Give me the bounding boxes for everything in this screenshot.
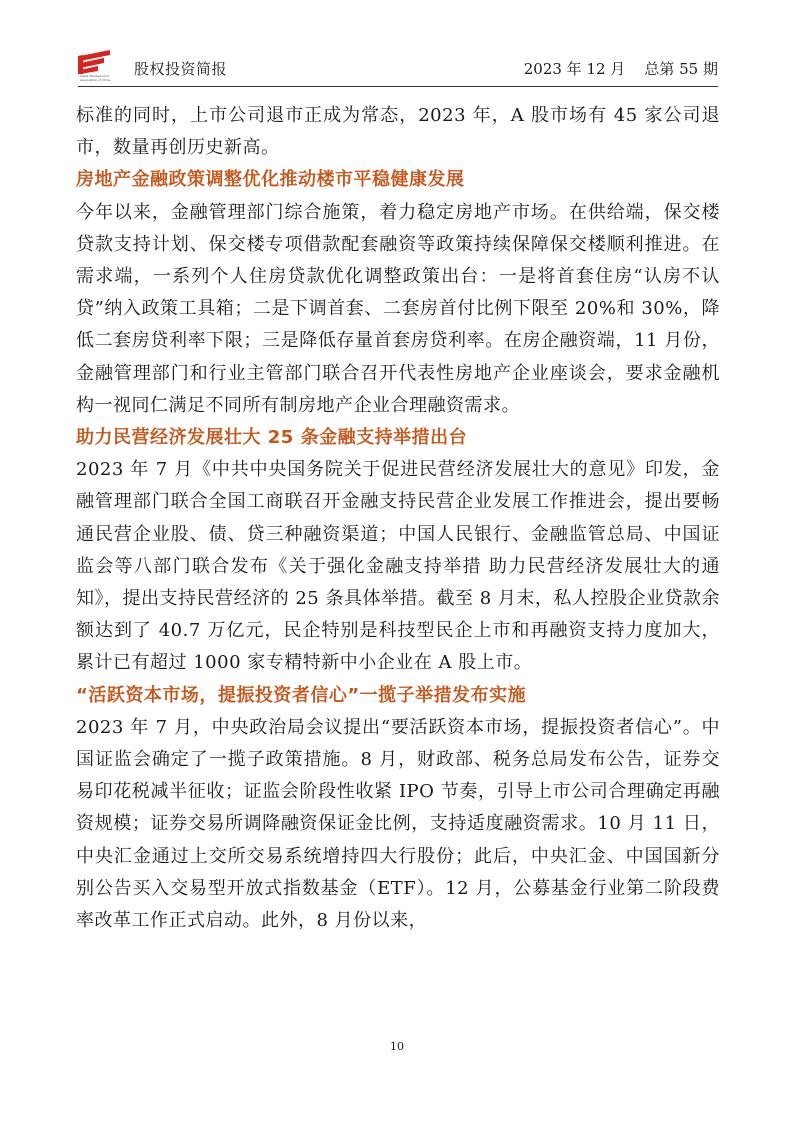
page-header [78,50,718,90]
page-number: 10 [390,1040,404,1053]
section-heading-capital-market: “活跃资本市场，提振投资者信心”一揽子举措发布实施 [76,684,527,706]
section-body-private-economy: 2023 年 7 月《中共中央国务院关于促进民营经济发展壮大的意见》印发，金融管理部门联合全国工商联召开金融支持民营企业发展工作推进会，提出要畅通民营企业股、债、贷三种融资渠道；中国人民银行、金融监管总局、中国证监会等八部门联合发布《关于强化金融支持举措 助力民营经济发展壮大的通知》，提出支持民营经济的 25 条具体举措。截至 8 月末，私人控股企业贷款余额达到了 40.7 万亿元，民企特别是科技型民企上市和再融资支持力度加大，累计已有超过 1000 家专精特新中小企业在 A 股上市。 [76,459,720,674]
issue-info: 2023 年 12 月 总第 55 期 [523,60,718,78]
association-logo-icon [78,50,118,88]
section-body-real-estate: 今年以来，金融管理部门综合施策，着力稳定房地产市场。在供给端，保交楼贷款支持计划、保交楼专项借款配套融资等政策持续保障保交楼顺利推进。在需求端，一系列个人住房贷款优化调整政策出台：一是将首套住房“认房不认贷”纳入政策工具箱；二是下调首套、二套房首付比例下限至 20%和 30%，降低二套房贷利率下限；三是降低存量首套房贷利率。在房企融资端，11 月份，金融管理部门和行业主管部门联合召开代表性房地产企业座谈会，要求金融机构一视同仁满足不同所有制房地产企业合理融资需求。 [76,201,720,416]
intro-paragraph: 标准的同时，上市公司退市正成为常态，2023 年，A 股市场有 45 家公司退市，数量再创历史新高。 [76,105,720,159]
header-divider [78,86,718,87]
publication-title: 股权投资简报 [134,60,228,78]
article-body [76,100,720,937]
logo-caption: Asset Management Association of China [80,74,111,82]
section-heading-real-estate: 房地产金融政策调整优化推动楼市平稳健康发展 [76,169,465,191]
section-heading-private-economy: 助力民营经济发展壮大 25 条金融支持举措出台 [76,427,468,449]
section-body-capital-market: 2023 年 7 月，中央政治局会议提出“要活跃资本市场，提振投资者信心”。中国证监会确定了一揽子政策措施。8 月，财政部、税务总局发布公告，证券交易印花税减半征收；证监会阶段性收紧 IPO 节奏，引导上市公司合理确定再融资规模；证券交易所调降融资保证金比例，支持适度融资需求。10 月 11 日，中央汇金通过上交所交易系统增持四大行股份；此后，中央汇金、中国国新分别公告买入交易型开放式指数基金（ETF）。12 月，公募基金行业第二阶段费率改革工作正式启动。此外，8 月份以来， [76,716,720,932]
